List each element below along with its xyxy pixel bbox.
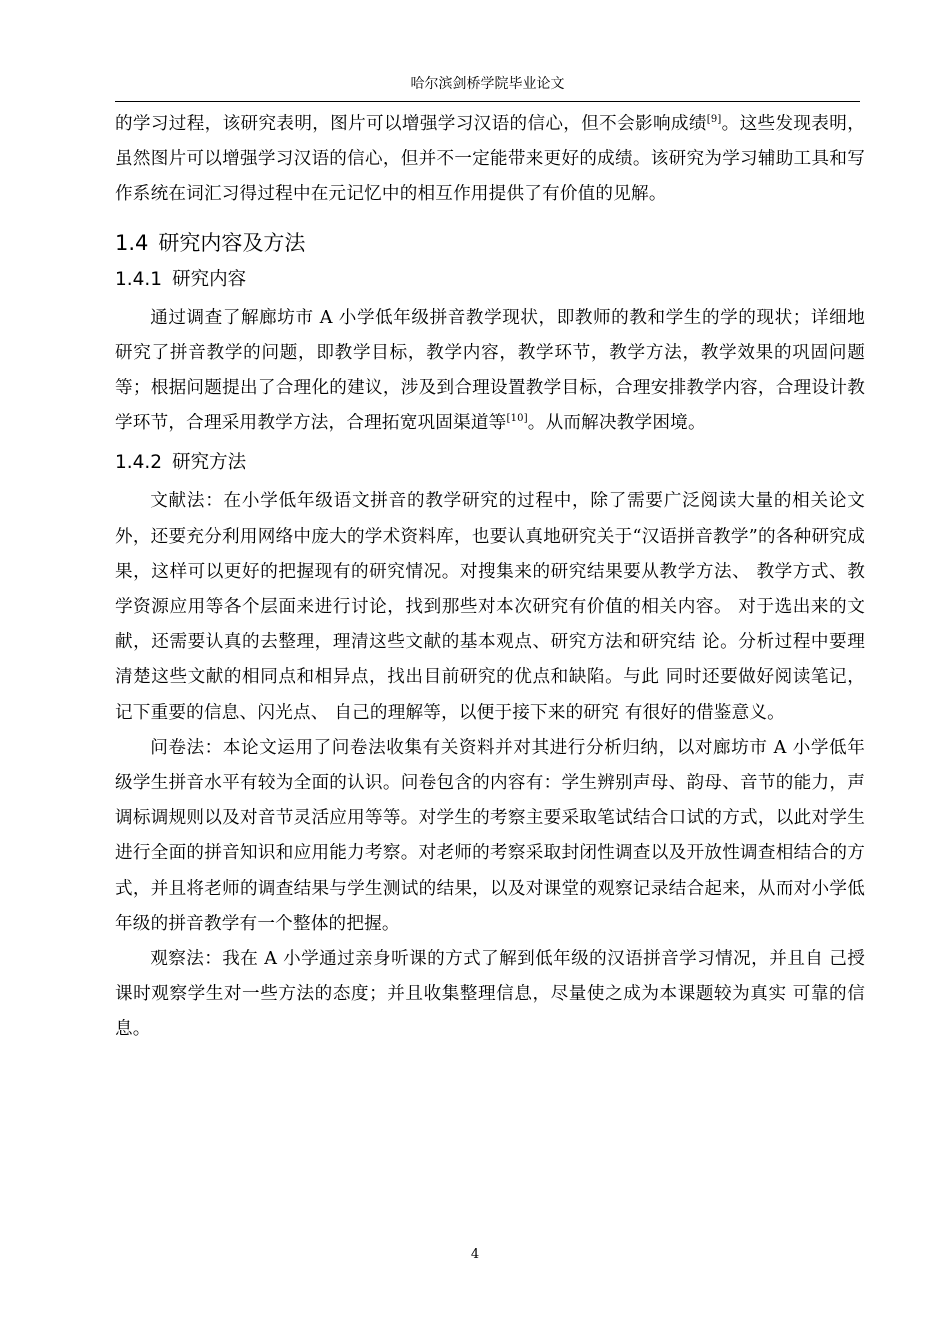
subsection-title: 研究方法 (172, 452, 247, 474)
subsection-title: 研究内容 (172, 268, 247, 290)
page-body (115, 107, 865, 1048)
paragraph-text: 。这些发现表明，虽然图片可以增强学习汉语的信心，但并不一定能带来更好的成绩。该研究为学习辅助工具和写作系统在词汇习得过程中在元记忆中的相互作用提供了有价值的见解。 (115, 114, 865, 205)
paragraph-continuation (115, 107, 865, 213)
subsection-number: 1.4.1 (115, 268, 163, 290)
citation-ref: [9] (706, 114, 722, 125)
paragraph-text: 通过调查了解廊坊市 A 小学低年级拼音教学现状，即教师的教和学生的学的现状；详细地研究了拼音教学的问题，即教学目标，教学内容，教学环节，教学方法，教学效果的巩固问题等；根据问题提出了合理化的建议，涉及到合理设置教学目标，合理安排教学内容，合理设计教学环节，合理采用教学方法，合理拓宽巩固渠道等 (115, 307, 865, 434)
page-number: 4 (470, 1247, 480, 1262)
subsection-number: 1.4.2 (115, 452, 163, 474)
section-number: 1.4 (115, 230, 149, 255)
citation-ref: [10] (506, 413, 528, 425)
section-heading (115, 229, 865, 257)
running-header: 哈尔滨剑桥学院毕业论文 (410, 76, 565, 92)
paragraph-text: 。从而解决教学困境。 (527, 413, 706, 434)
paragraph-questionnaire-method: 问卷法：本论文运用了问卷法收集有关资料并对其进行分析归纳，以对廊坊市 A 小学低年级学生拼音水平有较为全面的认识。问卷包含的内容有：学生辨别声母、韵母、音节的能力，声调标调规则以及对音节灵活应用等等。对学生的考察主要采取笔试结合口试的方式，以此对学生进行全面的拼音知识和应用能力考察。对老师的考察采取封闭性调查以及开放性调查相结合的方式，并且将老师的调查结果与学生测试的结果，以及对课堂的观察记录结合起来，从而对小学低年级的拼音教学有一个整体的把握。 (115, 737, 865, 934)
subsection-heading (115, 267, 865, 293)
subsection-heading (115, 450, 865, 476)
paragraph-text: 的学习过程，该研究表明，图片可以增强学习汉语的信心，但不会影响成绩 (115, 114, 707, 134)
paragraph-research-content (115, 301, 865, 442)
paragraph-observation-method: 观察法：我在 A 小学通过亲身听课的方式了解到低年级的汉语拼音学习情况，并且自 己授课时观察学生对一些方法的态度；并且收集整理信息，尽量使之成为本课题较为真实 可靠的信息。 (115, 949, 865, 1040)
paragraph-literature-method: 文献法：在小学低年级语文拼音的教学研究的过程中，除了需要广泛阅读大量的相关论文外，还要充分利用网络中庞大的学术资料库，也要认真地研究关于“汉语拼音教学”的各种研究成果，这样可以更好的把握现有的研究情况。对搜集来的研究结果要从教学方法、 教学方式、教学资源应用等各个层面来进行讨论，找到那些对本次研究有价值的相关内容。 对于选出来的文献，还需要认真的去整理，理清这些文献的基本观点、研究方法和研究结 论。分析过程中要理清楚这些文献的相同点和相异点，找出目前研究的优点和缺陷。与此 同时还要做好阅读笔记，记下重要的信息、闪光点、 自己的理解等，以便于接下来的研究 有很好的借鉴意义。 (115, 491, 865, 723)
section-title: 研究内容及方法 (158, 230, 306, 255)
header-divider (115, 101, 860, 102)
